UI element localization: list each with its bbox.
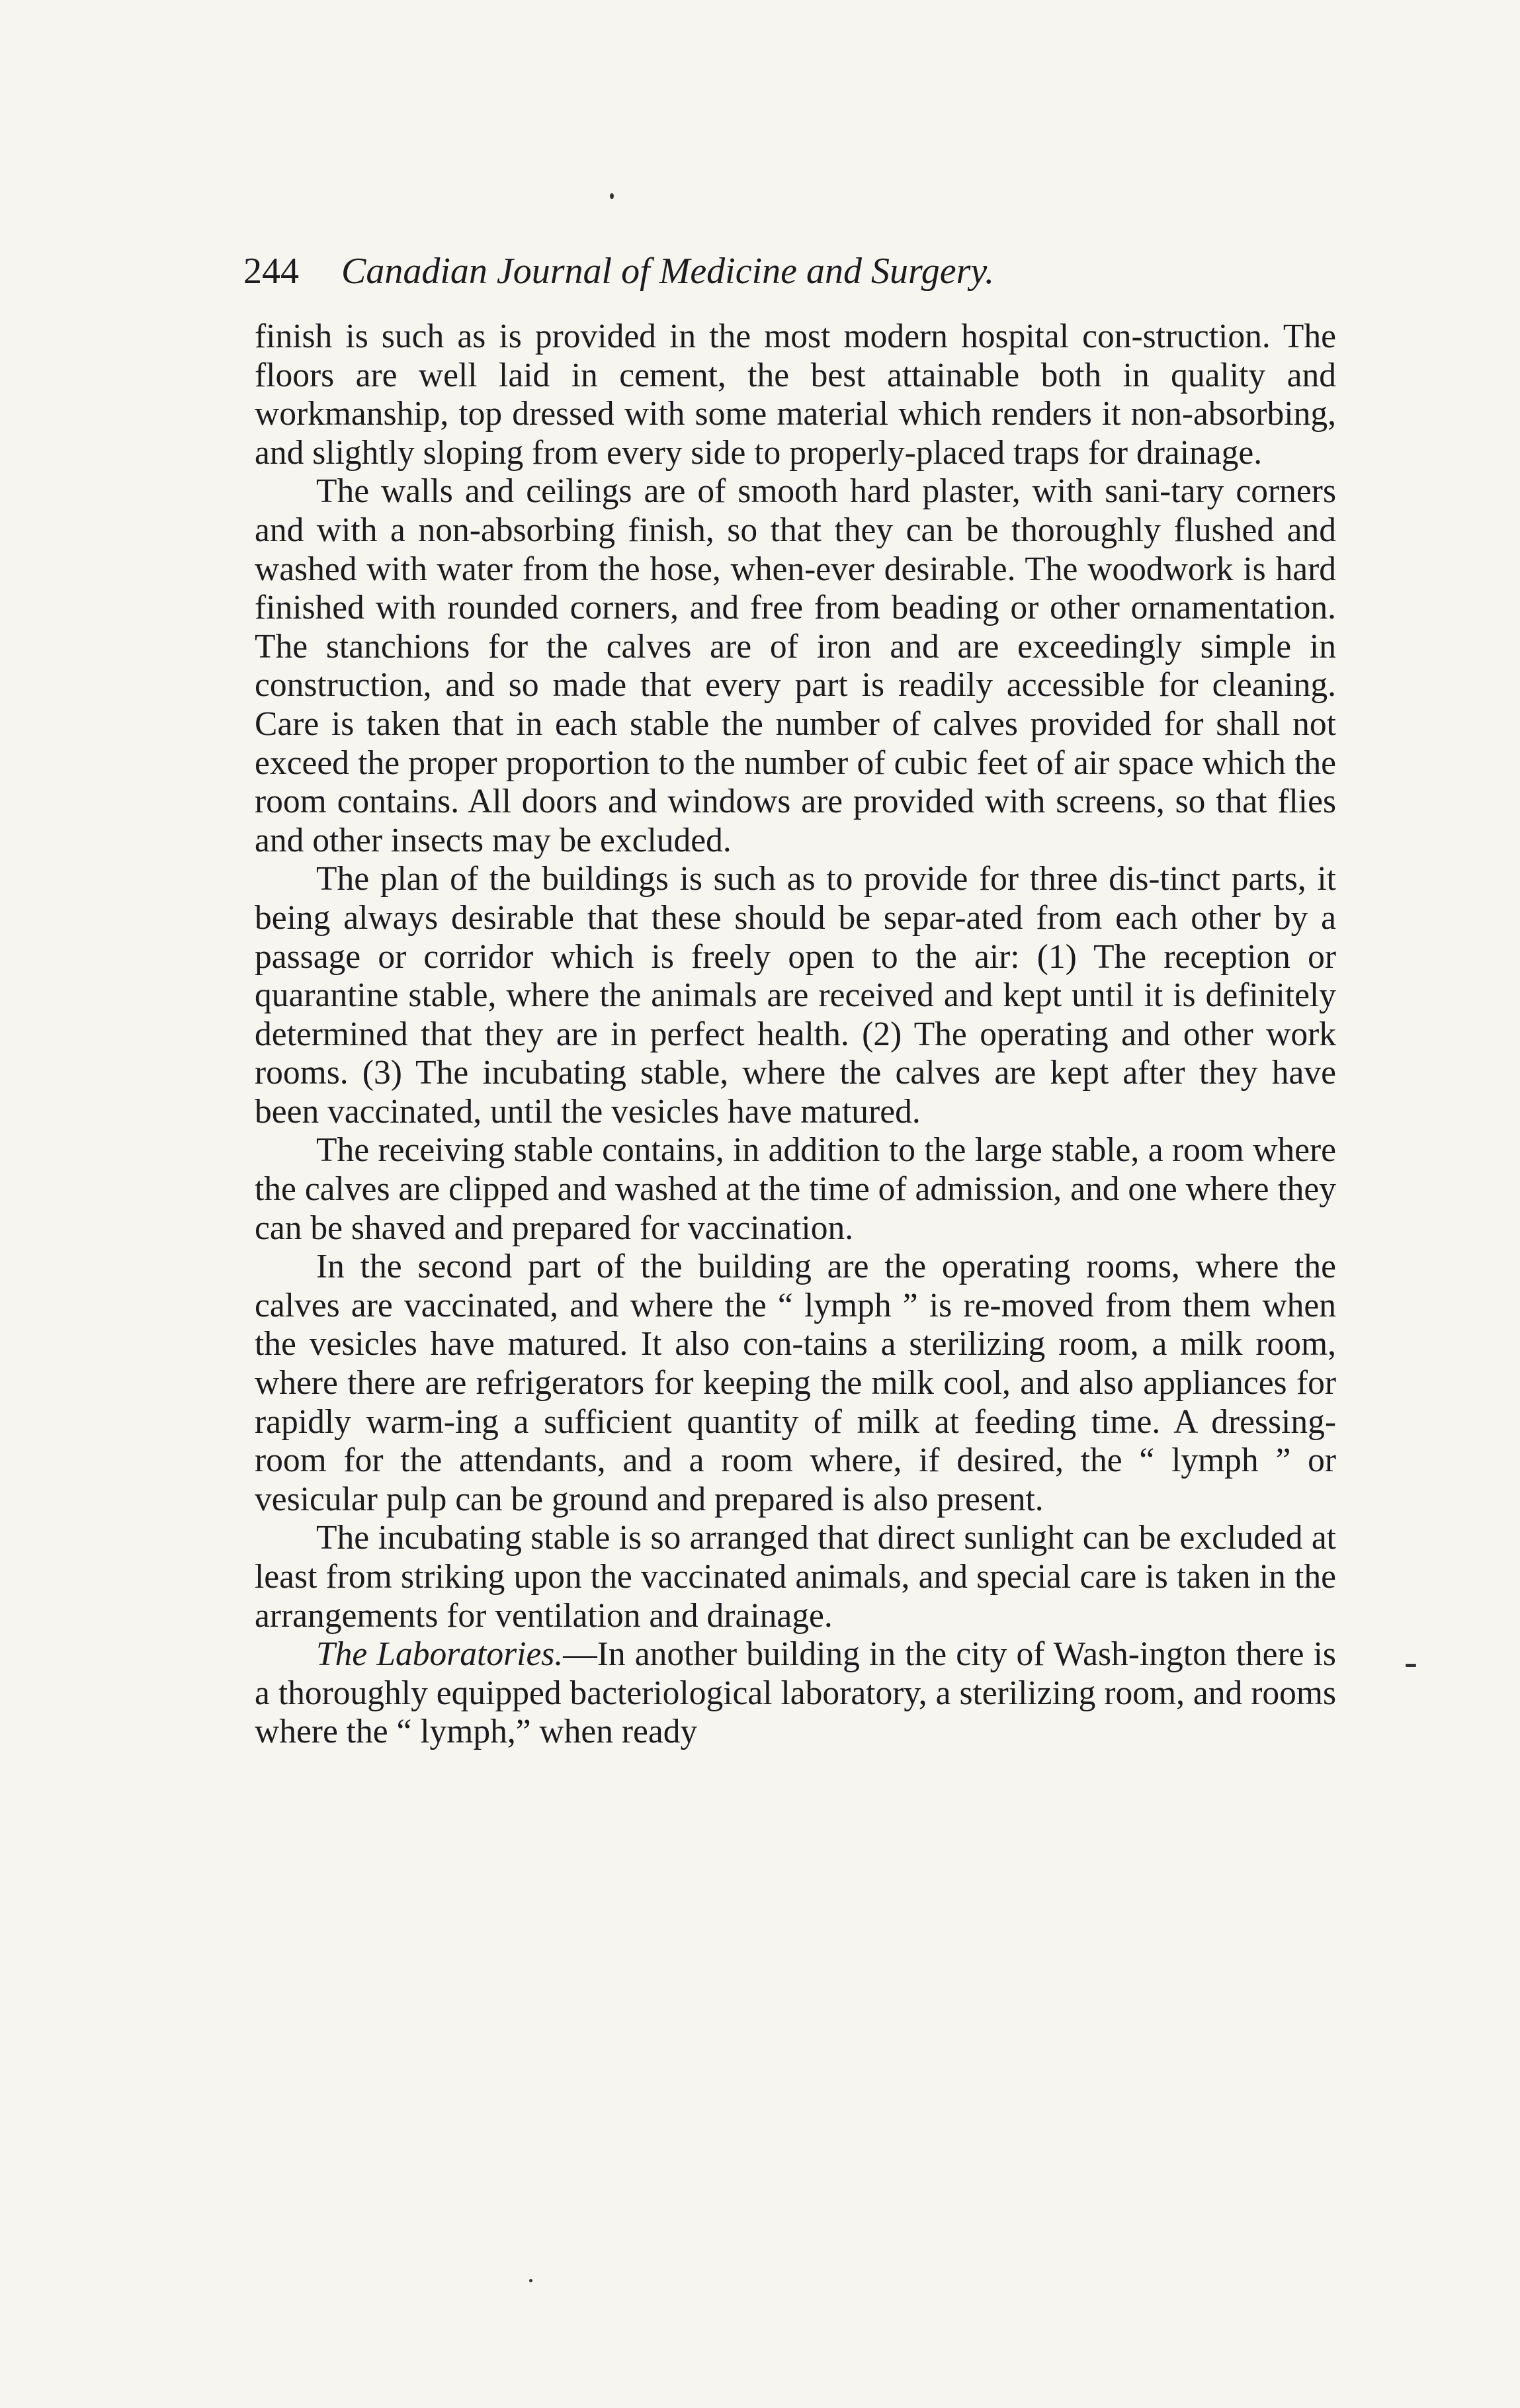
running-head bbox=[243, 250, 1328, 303]
print-speck bbox=[1406, 1664, 1416, 1667]
paragraph-operating-rooms: In the second part of the building are the operating rooms, where the calves are vaccinated, and where the “ lymph ” is re-moved from them when the vesicles have matured. It also con-tains a sterilizing room, a milk room, where there are refrigerators for keeping the milk cool, and also appliances for rapidly warm-ing a sufficient quantity of milk at feeding time. A dressing-room for the attendants, and a room where, if desired, the “ lymph ” or vesicular pulp can be ground and prepared is also present. bbox=[255, 1248, 1336, 1518]
laboratories-heading: The Laboratories. bbox=[316, 1635, 564, 1674]
paragraph-laboratories bbox=[255, 1635, 1336, 1752]
laboratories-text: —In another building in the city of Wash-ington there is a thoroughly equipped bacteriological laboratory, a sterilizing room, and rooms where the “ lymph,” when ready bbox=[255, 1635, 1336, 1751]
print-speck bbox=[610, 193, 614, 199]
paragraph-incubating-stable: The incubating stable is so arranged that direct sunlight can be excluded at least from striking upon the vaccinated animals, and special care is taken in the arrangements for ventilation and drainage. bbox=[255, 1519, 1336, 1635]
body-text bbox=[255, 318, 1336, 1752]
paragraph-walls-ceilings: The walls and ceilings are of smooth hard plaster, with sani-tary corners and with a non-absorbing finish, so that they can be thoroughly flushed and washed with water from the hose, when-ever desirable. The woodwork is hard finished with rounded corners, and free from beading or other ornamentation. The stanchions for the calves are of iron and are exceedingly simple in construction, and so made that every part is readily accessible for cleaning. Care is taken that in each stable the number of calves provided for shall not exceed the proper proportion to the number of cubic feet of air space which the room contains. All doors and windows are provided with screens, so that flies and other insects may be excluded. bbox=[255, 472, 1336, 859]
paragraph-building-plan: The plan of the buildings is such as to provide for three dis-tinct parts, it being always desirable that these should be separ-ated from each other by a passage or corridor which is freely open to the air: (1) The reception or quarantine stable, where the animals are received and kept until it is definitely determined that they are in perfect health. (2) The operating and other work rooms. (3) The incubating stable, where the calves are kept after they have been vaccinated, until the vesicles have matured. bbox=[255, 860, 1336, 1131]
journal-title: Canadian Journal of Medicine and Surgery. bbox=[341, 251, 995, 292]
page-number: 244 bbox=[243, 251, 299, 292]
paragraph-receiving-stable: The receiving stable contains, in addition to the large stable, a room where the calves are clipped and washed at the time of admission, and one where they can be shaved and prepared for vaccination. bbox=[255, 1131, 1336, 1247]
print-speck bbox=[529, 2279, 532, 2282]
paragraph-continuation: finish is such as is provided in the most modern hospital con-struction. The floors are well laid in cement, the best attainable both in quality and workmanship, top dressed with some material which renders it non-absorbing, and slightly sloping from every side to properly-placed traps for drainage. bbox=[255, 318, 1336, 472]
